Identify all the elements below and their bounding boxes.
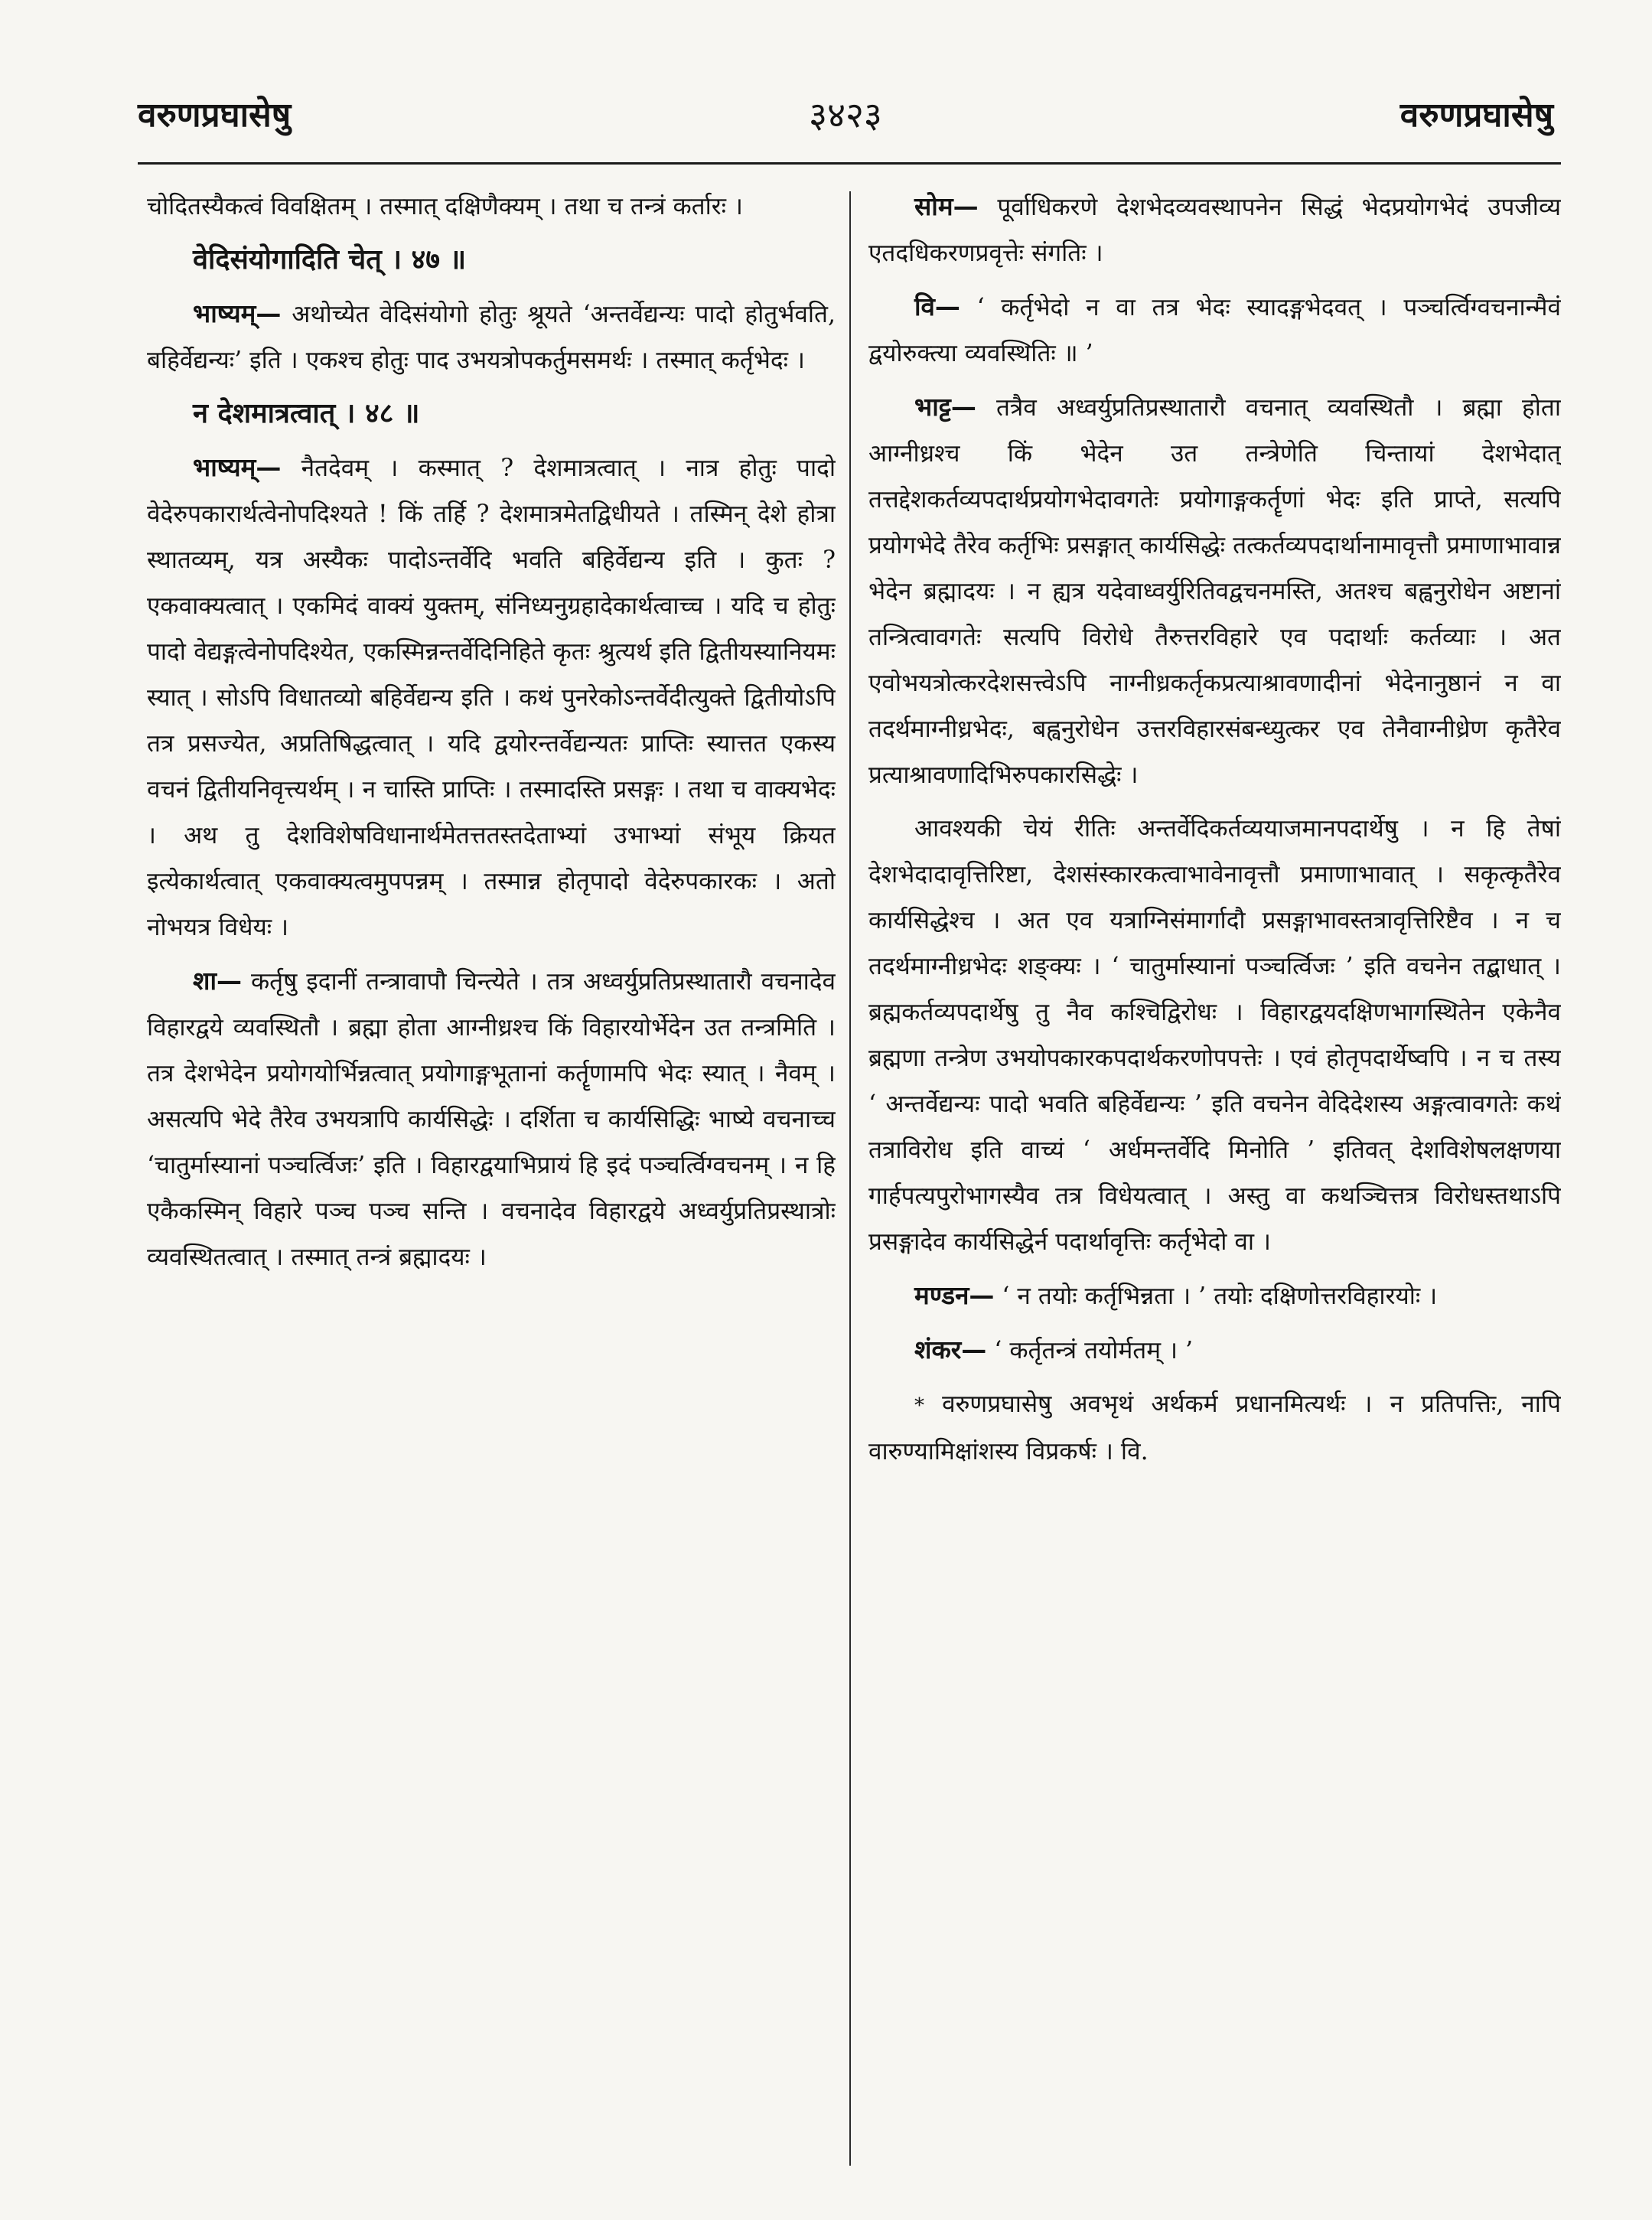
mandana-text: ‘ न तयोः कर्तृभिन्नता । ’ तयोः दक्षिणोत्तरविहारयोः । [1002,1283,1438,1310]
footnote-star-icon: * [914,1394,924,1417]
bhashya-label: भाष्यम्— [193,452,282,482]
header-rule [138,162,1561,165]
sutra-48: न देशमात्रत्वात् । ४८ ॥ [193,398,420,429]
running-head [138,90,1553,152]
sutra-47: वेदिसंयोगादिति चेत् । ४७ ॥ [193,244,467,275]
shastradipika-commentary [147,958,836,1280]
soma-commentary [868,184,1561,276]
running-head-right: वरुणप्रघासेषु [1399,96,1553,135]
left-column [147,184,836,2173]
mandana-label: मण्डन— [914,1280,995,1310]
running-head-left: वरुणप्रघासेषु [138,96,292,135]
bhashya-48-text: नैतदेवम् । कस्मात् ? देशमात्रत्वात् । नात्र होतुः पादो वेदेरुपकारार्थत्वेनोपदिश्यते ! किं तर्हि ? देशमात्रमेतद्विधीयते । तस्मिन् देशे होत्रा स्थातव्यम्, यत्र अस्यैकः पादोऽन्तर्वेदि भवति बहिर्वेद्यन्य इति । कुतः ? एकवाक्यत्वात् । एकमिदं वाक्यं युक्तम्, संनिध्यनुग्रहादेकार्थत्वाच्च । यदि च होतुः पादो वेद्यङ्गत्वेनोपदिश्येत, एकस्मिन्नन्तर्वेदिनिहिते कृतः श्रुत्यर्थ इति द्वितीयस्यानियमः स्यात् । सोऽपि विधातव्यो बहिर्वेद्यन्य इति । कथं पुनरेकोऽन्तर्वेदीत्युक्ते द्वितीयोऽपि तत्र प्रसज्येत, अप्रतिषिद्धत्वात् । यदि द्वयोरन्तर्वेद्यन्यतः प्राप्तिः स्यात्तत एकस्य वचनं द्वितीयनिवृत्त्यर्थम् । न चास्ति प्राप्तिः । तस्मादस्ति प्रसङ्गः । तथा च वाक्यभेदः । अथ तु देशविशेषविधानार्थमेतत्ततस्तदेताभ्यां उभाभ्यां संभूय क्रियत इत्येकार्थत्वात् एकवाक्यत्वमुपपन्नम् । तस्मान्न होतृपादो वेदेरुपकारकः । अतो नोभयत्र विधेयः । [147,455,836,941]
avashyaki-paragraph: आवश्यकी चेयं रीतिः अन्तर्वेदिकर्तव्ययाजमानपदार्थेषु । न हि तेषां देशभेदादावृत्तिरिष्टा, देशसंस्कारकत्वाभावेनावृत्तौ प्रमाणाभावात् । सकृत्कृतैरेव कार्यसिद्धेश्च । अत एव यत्राग्निसंमार्गादौ प्रसङ्गाभावस्तत्रावृत्तिरिष्टैव । न च तदर्थमाग्नीध्रभेदः शङ्क्यः । ‘ चातुर्मास्यानां पञ्चर्त्विजः ’ इति वचनेन तद्बाधात् । ब्रह्मकर्तव्यपदार्थेषु तु नैव कश्चिद्विरोधः । विहारद्वयदक्षिणभागस्थितेन एकेनैव ब्रह्मणा तन्त्रेण उभयोपकारकपदार्थकरणोपपत्तेः । एवं होतृपदार्थेष्वपि । न च तस्य ‘ अन्तर्वेद्यन्यः पादो भवति बहिर्वेद्यन्यः ’ इति वचनेन वेदिदेशस्य अङ्गत्वावगतेः कथं तत्राविरोध इति वाच्यं ‘ अर्धमन्तर्वेदि मिनोति ’ इतिवत् देशविशेषलक्षणया गार्हपत्यपुरोभागस्यैव तत्र विधेयत्वात् । अस्तु वा कथञ्चित्तत्र विरोधस्तथाऽपि प्रसङ्गादेव कार्यसिद्धेर्न पदार्थावृत्तिः कर्तृभेदो वा । [868,815,1561,1256]
bhashya-label: भाष्यम्— [193,298,282,328]
soma-text: पूर्वाधिकरणे देशभेदव्यवस्थापनेन सिद्धं भेदप्रयोगभेदं उपजीव्य एतदधिकरणप्रवृत्तेः संगतिः । [868,194,1561,267]
column-divider [849,191,851,2166]
footnote [868,1381,1561,1475]
paragraph-continuation: चोदितस्यैकत्वं विवक्षितम् । तस्मात् दक्षिणैक्यम् । तथा च तन्त्रं कर्तारः । [147,193,743,220]
bhashya-47 [147,291,836,383]
soma-label: सोम— [914,191,979,221]
page-number: ३४२३ [809,94,882,135]
sha-text: कर्तृषु इदानीं तन्त्रावापौ चिन्त्येते । तत्र अध्वर्युप्रतिप्रस्थातारौ वचनादेव विहारद्वये व्यवस्थितौ । ब्रह्मा होता आग्नीध्रश्च किं विहारयोर्भेदेन उत तन्त्रमिति । तत्र देशभेदेन प्रयोगयोर्भिन्नत्वात् प्रयोगाङ्गभूतानां कर्तॄणामपि भेदः स्यात् । नैवम् । असत्यपि भेदे तैरेव उभयत्रापि कार्यसिद्धेः । दर्शिता च कार्यसिद्धिः भाष्ये वचनाच्च ‘चातुर्मास्यानां पञ्चर्त्विजः’ इति । विहारद्वयाभिप्रायं हि इदं पञ्चर्त्विग्वचनम् । न हि एकैकस्मिन् विहारे पञ्च पञ्च सन्ति । वचनादेव विहारद्वये अध्वर्युप्रतिप्रस्थात्रोः व्यवस्थितत्वात् । तस्मात् तन्त्रं ब्रह्मादयः । [147,968,836,1271]
shankara-text: ‘ कर्तृतन्त्रं तयोर्मतम् । ’ [994,1337,1194,1364]
bhashya-48 [147,445,836,950]
bhatta-commentary [868,384,1561,798]
bhatta-text: तत्रैव अध्वर्युप्रतिप्रस्थातारौ वचनात् व्यवस्थितौ । ब्रह्मा होता आग्नीध्रश्च किं भेदेन उत तन्त्रेणेति चिन्तायां देशभेदात् तत्तद्देशकर्तव्यपदार्थप्रयोगभेदावगतेः प्रयोगाङ्गकर्तॄणां भेदः इति प्राप्ते, सत्यपि प्रयोगभेदे तैरेव कर्तृभिः प्रसङ्गात् कार्यसिद्धेः तत्कर्तव्यपदार्थानामावृत्तौ प्रमाणाभावान्न भेदेन ब्रह्मादयः । न ह्यत्र यदेवाध्वर्युरितिवद्वचनमस्ति, अतश्च बह्वनुरोधेन अष्टानां तन्त्रित्वावगतेः सत्यपि विरोधे तैरुत्तरविहारे एव पदार्थाः कर्तव्याः । अत एवोभयत्रोत्करदेशसत्त्वेऽपि नाग्नीध्रकर्तृकप्रत्याश्रावणादीनां भेदेनानुष्ठानं न वा तदर्थमाग्नीध्रभेदः, बह्वनुरोधेन उत्तरविहारसंबन्ध्युत्कर एव तेनैवाग्नीध्रेण कृतैरेव प्रत्याश्रावणादिभिरुपकारसिद्धेः । [868,394,1561,789]
vi-label: वि— [914,292,960,321]
footnote-text: वरुणप्रघासेषु अवभृथं अर्थकर्म प्रधानमित्यर्थः । न प्रतिपत्तिः, नापि वारुण्यामिक्षांशस्य विप्रकर्षः । वि. [868,1390,1561,1465]
shankara-commentary [868,1327,1561,1374]
shankara-label: शंकर— [914,1335,987,1364]
vi-text: ‘ कर्तृभेदो न वा तत्र भेदः स्यादङ्गभेदवत् । पञ्चर्त्विग्वचनान्मैवं द्वयोरुक्त्या व्यवस्थितिः ॥ ’ [868,294,1561,367]
bhatta-label: भाट्ट— [914,392,976,422]
sha-label: शा— [193,966,242,996]
right-column [868,184,1561,2173]
vi-commentary [868,284,1561,377]
bhashya-47-text: अथोच्येत वेदिसंयोगो होतुः श्रूयते ‘अन्तर्वेद्यन्यः पादो होतुर्भवति, बहिर्वेद्यन्यः’ इति । एकश्च होतुः पाद उभयत्रोपकर्तुमसमर्थः । तस्मात् कर्तृभेदः । [147,301,836,374]
mandana-commentary [868,1273,1561,1319]
